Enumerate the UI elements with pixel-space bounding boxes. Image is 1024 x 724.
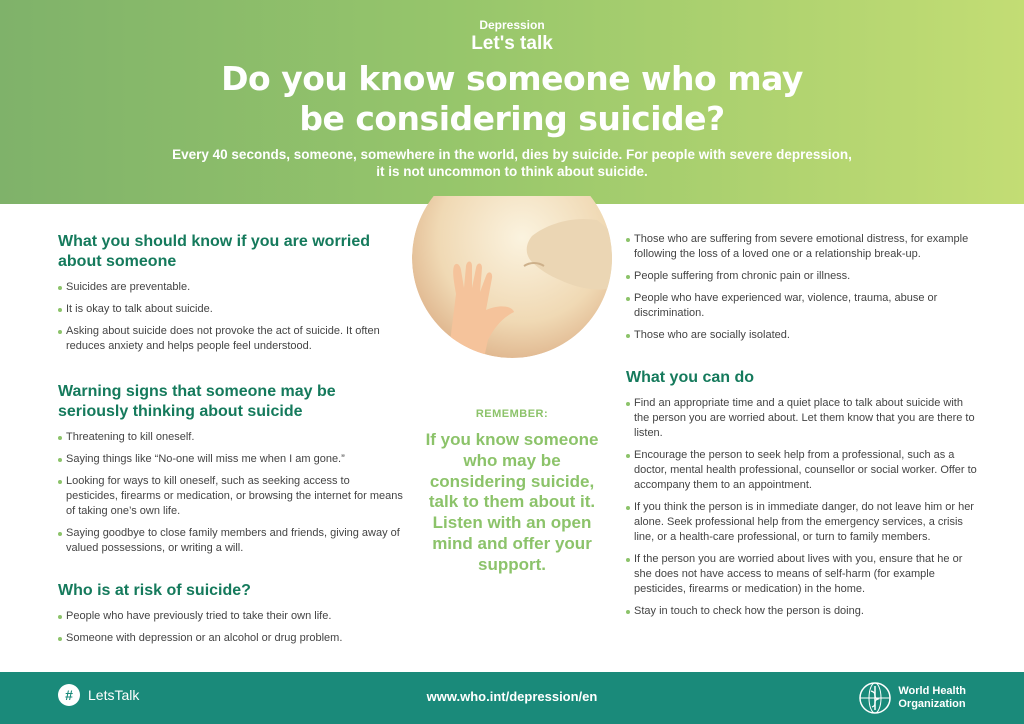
section-title-risk: Who is at risk of suicide? bbox=[58, 582, 251, 599]
remember-text: If you know someone who may be considering suicide, talk to them about it. Listen with an open mind and offer your support. bbox=[425, 430, 599, 574]
series-title: Let's talk bbox=[471, 33, 553, 54]
list-item: Those who are socially isolated. bbox=[626, 328, 981, 343]
website-link[interactable]: www.who.int/depression/en bbox=[426, 689, 598, 704]
list-item: Suicides are preventable. bbox=[58, 280, 403, 295]
list-item: It is okay to talk about suicide. bbox=[58, 302, 403, 317]
warning-list bbox=[58, 430, 403, 556]
list-item: If you think the person is in immediate danger, do not leave him or her alone. Seek professional help from the emergency services, a crisis line, or a health-care professional, or turn to family members. bbox=[626, 500, 981, 545]
hashtag-label: LetsTalk bbox=[88, 687, 140, 703]
know-list bbox=[58, 280, 403, 354]
hashtag-speech-icon: # bbox=[58, 684, 80, 706]
who-emblem-icon bbox=[858, 681, 892, 715]
who-logo bbox=[858, 681, 966, 715]
hands-illustration bbox=[412, 196, 612, 358]
list-item: People who have previously tried to take their own life. bbox=[58, 609, 403, 624]
section-title-can-do: What you can do bbox=[626, 369, 754, 386]
list-item: If the person you are worried about lives with you, ensure that he or she does not have access to means of self-harm (for example pesticides, firearms or medication) in the home. bbox=[626, 552, 981, 597]
list-item: Looking for ways to kill oneself, such as seeking access to pesticides, firearms or medication, or browsing the internet for means of taking one’s own life. bbox=[58, 474, 403, 519]
kicker: Depression bbox=[479, 18, 545, 32]
section-title-warning: Warning signs that someone may be seriously thinking about suicide bbox=[58, 383, 336, 420]
headline-line-2: be considering suicide? bbox=[299, 99, 725, 138]
list-item: People who have experienced war, violence, trauma, abuse or discrimination. bbox=[626, 291, 981, 321]
can-do-list bbox=[626, 396, 981, 619]
section-title-know: What you should know if you are worried about someone bbox=[58, 233, 371, 270]
left-column bbox=[58, 232, 403, 653]
footer-bar bbox=[0, 672, 1024, 724]
list-item: Asking about suicide does not provoke the act of suicide. It often reduces anxiety and helps people feel understood. bbox=[58, 324, 403, 354]
list-item: Threatening to kill oneself. bbox=[58, 430, 403, 445]
list-item: Saying things like “No-one will miss me when I am gone.” bbox=[58, 452, 403, 467]
who-wordmark bbox=[898, 685, 966, 711]
risk-list bbox=[58, 609, 403, 646]
subheadline-line-1: Every 40 seconds, someone, somewhere in the world, dies by suicide. For people with severe depression, bbox=[172, 147, 852, 162]
headline-line-1: Do you know someone who may bbox=[221, 59, 803, 98]
header-banner bbox=[0, 0, 1024, 204]
list-item: Stay in touch to check how the person is doing. bbox=[626, 604, 981, 619]
who-line-2: Organization bbox=[898, 698, 966, 710]
list-item: Find an appropriate time and a quiet place to talk about suicide with the person you are worried about. Let them know that you are there to listen. bbox=[626, 396, 981, 441]
list-item: Saying goodbye to close family members and friends, giving away of valued possessions, or writing a will. bbox=[58, 526, 403, 556]
list-item: Someone with depression or an alcohol or drug problem. bbox=[58, 631, 403, 646]
right-column bbox=[626, 232, 981, 626]
list-item: Encourage the person to seek help from a professional, such as a doctor, mental health professional, counsellor or social worker. Offer to accompany them to an appointment. bbox=[626, 448, 981, 493]
list-item: Those who are suffering from severe emotional distress, for example following the loss of a loved one or a relationship break-up. bbox=[626, 232, 981, 262]
subheadline-line-2: it is not uncommon to think about suicide. bbox=[376, 164, 648, 179]
risk-list-continued bbox=[626, 232, 981, 343]
subheadline bbox=[140, 146, 884, 180]
list-item: People suffering from chronic pain or illness. bbox=[626, 269, 981, 284]
remember-callout bbox=[420, 408, 604, 576]
remember-label: REMEMBER: bbox=[475, 408, 549, 420]
headline bbox=[0, 59, 1024, 139]
who-line-1: World Health bbox=[898, 685, 966, 697]
